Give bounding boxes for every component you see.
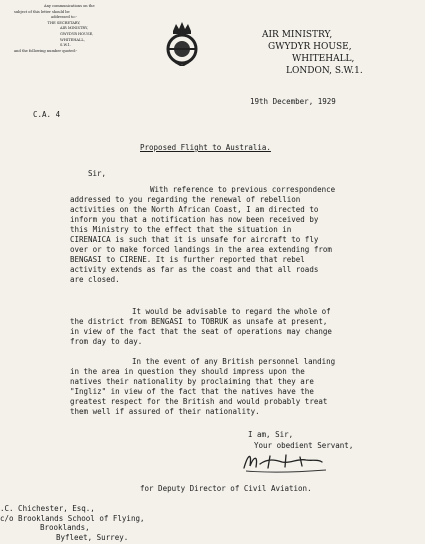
text-line: this Ministry to the effect that the situation in [70,225,292,234]
paragraph-3 [70,357,335,417]
letterhead-line: and the following number quoted:- [14,48,78,53]
text-line: the district from BENGASI to TOBRUK as unsafe at present, [70,317,328,326]
address-line: GWYDYR HOUSE, [268,42,352,52]
closing-line: Your obedient Servant, [254,441,354,450]
paragraph-1 [70,185,335,285]
letter-subject: Proposed Flight to Australia. [140,143,271,152]
text-line: natives their nationality by proclaiming that they are [70,377,314,386]
text-line: It would be advisable to regard the whole of [132,307,331,316]
addressee-line: c/o Brooklands School of Flying, [0,513,145,523]
text-line: them well if assured of their nationality. [70,407,260,416]
paragraph-2 [70,307,332,347]
text-line: BENGASI to CIRENE. It is further reported that rebel [70,255,305,264]
text-line: activities on the North African Coast, I am directed to [70,205,319,214]
text-line: CIRENAICA is such that it is unsafe for aircraft to fly [70,235,319,244]
salutation: Sir, [88,169,107,178]
letterhead-line: AIR MINISTRY, [60,26,89,31]
letterhead-line: WHITEHALL, [60,37,85,42]
text-line: activity extends as far as the coast and that all roads [70,265,319,274]
signature-title: for Deputy Director of Civil Aviation. [140,484,312,493]
air-ministry-crest-icon [163,22,201,66]
addressee-line: Brooklands, [40,523,90,532]
text-line: in view of the fact that the seat of operations may change [70,327,332,336]
addressee-line: Byfleet, Surrey. [56,532,129,542]
text-line: greatest respect for the British and would probably treat [70,397,328,406]
letterhead-instructions [14,4,114,54]
letterhead-line: Any communications on the [44,4,95,8]
letterhead-line: addressed to:- [51,15,77,20]
reference-number: C.A. 4 [33,110,61,119]
address-line: AIR MINISTRY, [262,30,333,40]
text-line: "Ingliz" in view of the fact that the natives have the [70,387,314,396]
address-line: LONDON, S.W.1. [286,66,363,76]
letterhead-line: THE SECRETARY, [47,20,81,25]
text-line: With reference to previous correspondence [150,185,336,194]
closing-line: I am, Sir, [248,430,294,439]
address-line: WHITEHALL, [292,54,355,64]
handwritten-signature [240,446,330,476]
text-line: In the event of any British personnel landing [132,357,336,366]
letterhead-line: GWYDYR HOUSE, [60,31,94,36]
text-line: over or to make forced landings in the area extending from [70,245,332,254]
addressee-line: .C. Chichester, Esq., [0,504,95,513]
letter-date: 19th December, 1929 [250,97,336,106]
text-line: addressed to you regarding the renewal of rebellion [70,195,301,204]
text-line: are closed. [70,275,120,284]
text-line: inform you that a notification has now been received by [70,215,319,224]
addressee-block [0,504,145,542]
letterhead-line: subject of this letter should be [14,9,70,14]
text-line: in the area in question they should impress upon the [70,367,305,376]
ministry-address [262,29,363,77]
text-line: from day to day. [70,337,143,346]
letterhead-line: S.W.1. [60,43,72,48]
